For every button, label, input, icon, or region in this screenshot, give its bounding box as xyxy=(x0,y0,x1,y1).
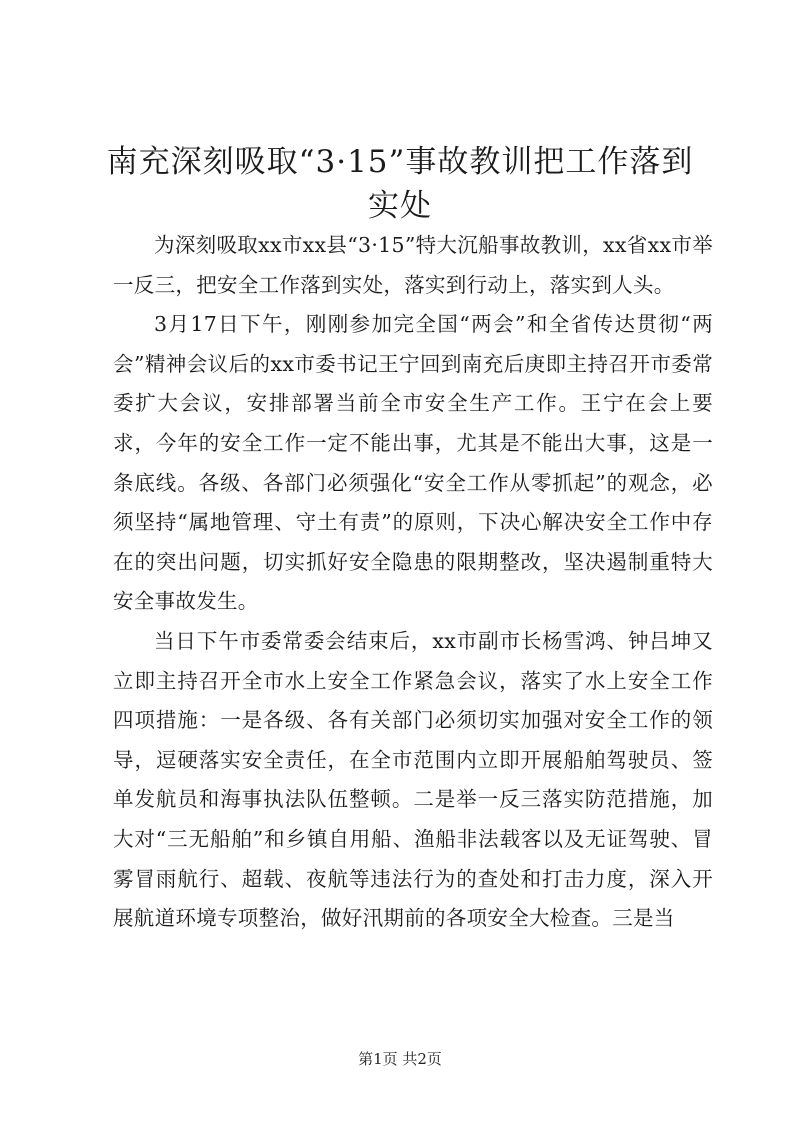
document-title: 南充深刻吸取“3·15”事故教训把工作落到实处 xyxy=(106,144,694,224)
paragraph-3: 当日下午市委常委会结束后，xx市副市长杨雪鸿、钟吕坤又立即主持召开全市水上安全工作紧急会议，落实了水上安全工作四项措施：一是各级、各有关部门必须切实加强对安全工作的领导，逗硬落实安全责任，在全市范围内立即开展船舶驾驶员、签单发航员和海事执法队伍整顿。二是举一反三落实防范措施，加大对“三无船舶”和乡镇自用船、渔船非法载客以及无证驾驶、冒雾冒雨航行、超载、夜航等违法行为的查处和打击力度，深入开展航道环境专项整治，做好汛期前的各项安全大检查。三是当 xyxy=(113,628,713,931)
paragraph-2: 3月17日下午，刚刚参加完全国“两会”和全省传达贯彻“两会”精神会议后的xx市委书记王宁回到南充后庚即主持召开市委常委扩大会议，安排部署当前全市安全生产工作。王宁在会上要求，今年的安全工作一定不能出事，尤其是不能出大事，这是一条底线。各级、各部门必须强化“安全工作从零抓起”的观念，必须坚持“属地管理、守土有责”的原则，下决心解决安全工作中存在的突出问题，切实抓好安全隐患的限期整改，坚决遏制重特大安全事故发生。 xyxy=(113,312,713,614)
page-number-footer: 第1页 共2页 xyxy=(358,1050,442,1068)
document-body xyxy=(113,226,713,939)
paragraph-1: 为深刻吸取xx市xx县“3·15”特大沉船事故教训，xx省xx市举一反三，把安全工作落到实处，落实到行动上，落实到人头。 xyxy=(113,233,713,297)
